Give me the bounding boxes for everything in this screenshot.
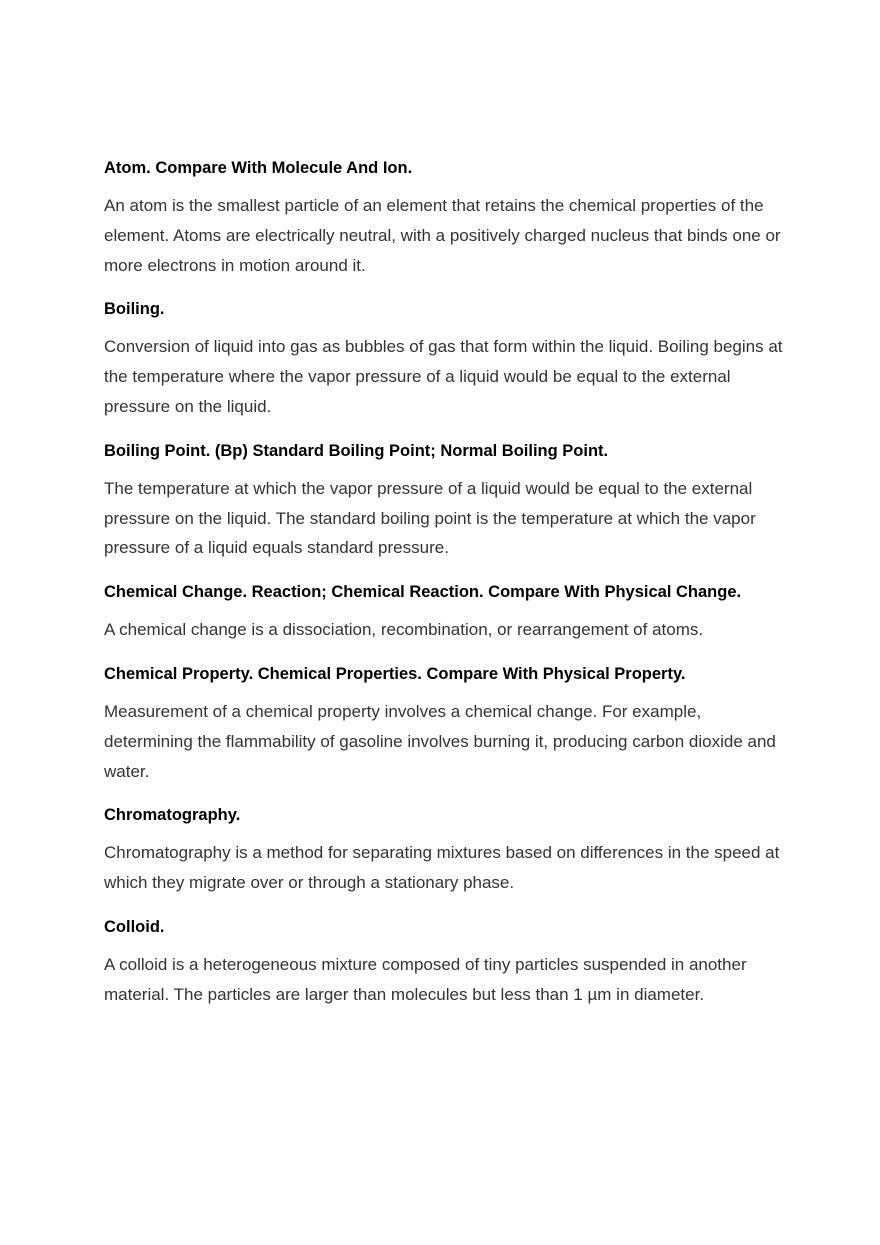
term-heading: Colloid. bbox=[104, 917, 165, 936]
term-heading: Chemical Change. Reaction; Chemical Reaction. Compare With Physical Change. bbox=[104, 583, 742, 602]
glossary-entry-boiling-point bbox=[104, 439, 794, 563]
term-heading: Boiling Point. (Bp) Standard Boiling Point; Normal Boiling Point. bbox=[104, 441, 609, 460]
term-definition: Chromatography is a method for separating mixtures based on differences in the speed at which they migrate over or through a stationary phase. bbox=[104, 843, 780, 893]
glossary-entry-chemical-change bbox=[104, 580, 794, 645]
term-heading: Atom. Compare With Molecule And Ion. bbox=[104, 159, 413, 177]
term-heading: Boiling. bbox=[104, 300, 165, 319]
term-definition: An atom is the smallest particle of an element that retains the chemical properties of the element. Atoms are electrically neutral, with a positively charged nucleus that binds one or more electrons in motion around it. bbox=[104, 196, 781, 275]
term-heading: Chromatography. bbox=[104, 806, 241, 825]
term-definition: The temperature at which the vapor pressure of a liquid would be equal to the external pressure on the liquid. The standard boiling point is the temperature at which the vapor pressure of a liquid equals standard pressure. bbox=[104, 478, 756, 558]
glossary-entry-chemical-property bbox=[104, 662, 794, 786]
term-definition: A colloid is a heterogeneous mixture composed of tiny particles suspended in another material. The particles are larger than molecules but less than 1 µm in diameter. bbox=[104, 954, 747, 1004]
term-definition: Measurement of a chemical property involves a chemical change. For example, determining the flammability of gasoline involves burning it, producing carbon dioxide and water. bbox=[104, 701, 776, 781]
glossary-entry-atom bbox=[104, 156, 794, 280]
term-heading: Chemical Property. Chemical Properties. Compare With Physical Property. bbox=[104, 664, 686, 683]
glossary-entry-chromatography bbox=[104, 803, 794, 898]
glossary-entry-boiling bbox=[104, 297, 794, 421]
glossary-page bbox=[104, 156, 794, 1027]
term-definition: Conversion of liquid into gas as bubbles of gas that form within the liquid. Boiling begins at the temperature where the vapor pressure of a liquid would be equal to the external pressure on the liquid. bbox=[104, 337, 783, 416]
glossary-entry-colloid bbox=[104, 915, 794, 1010]
term-definition: A chemical change is a dissociation, recombination, or rearrangement of atoms. bbox=[104, 620, 704, 640]
